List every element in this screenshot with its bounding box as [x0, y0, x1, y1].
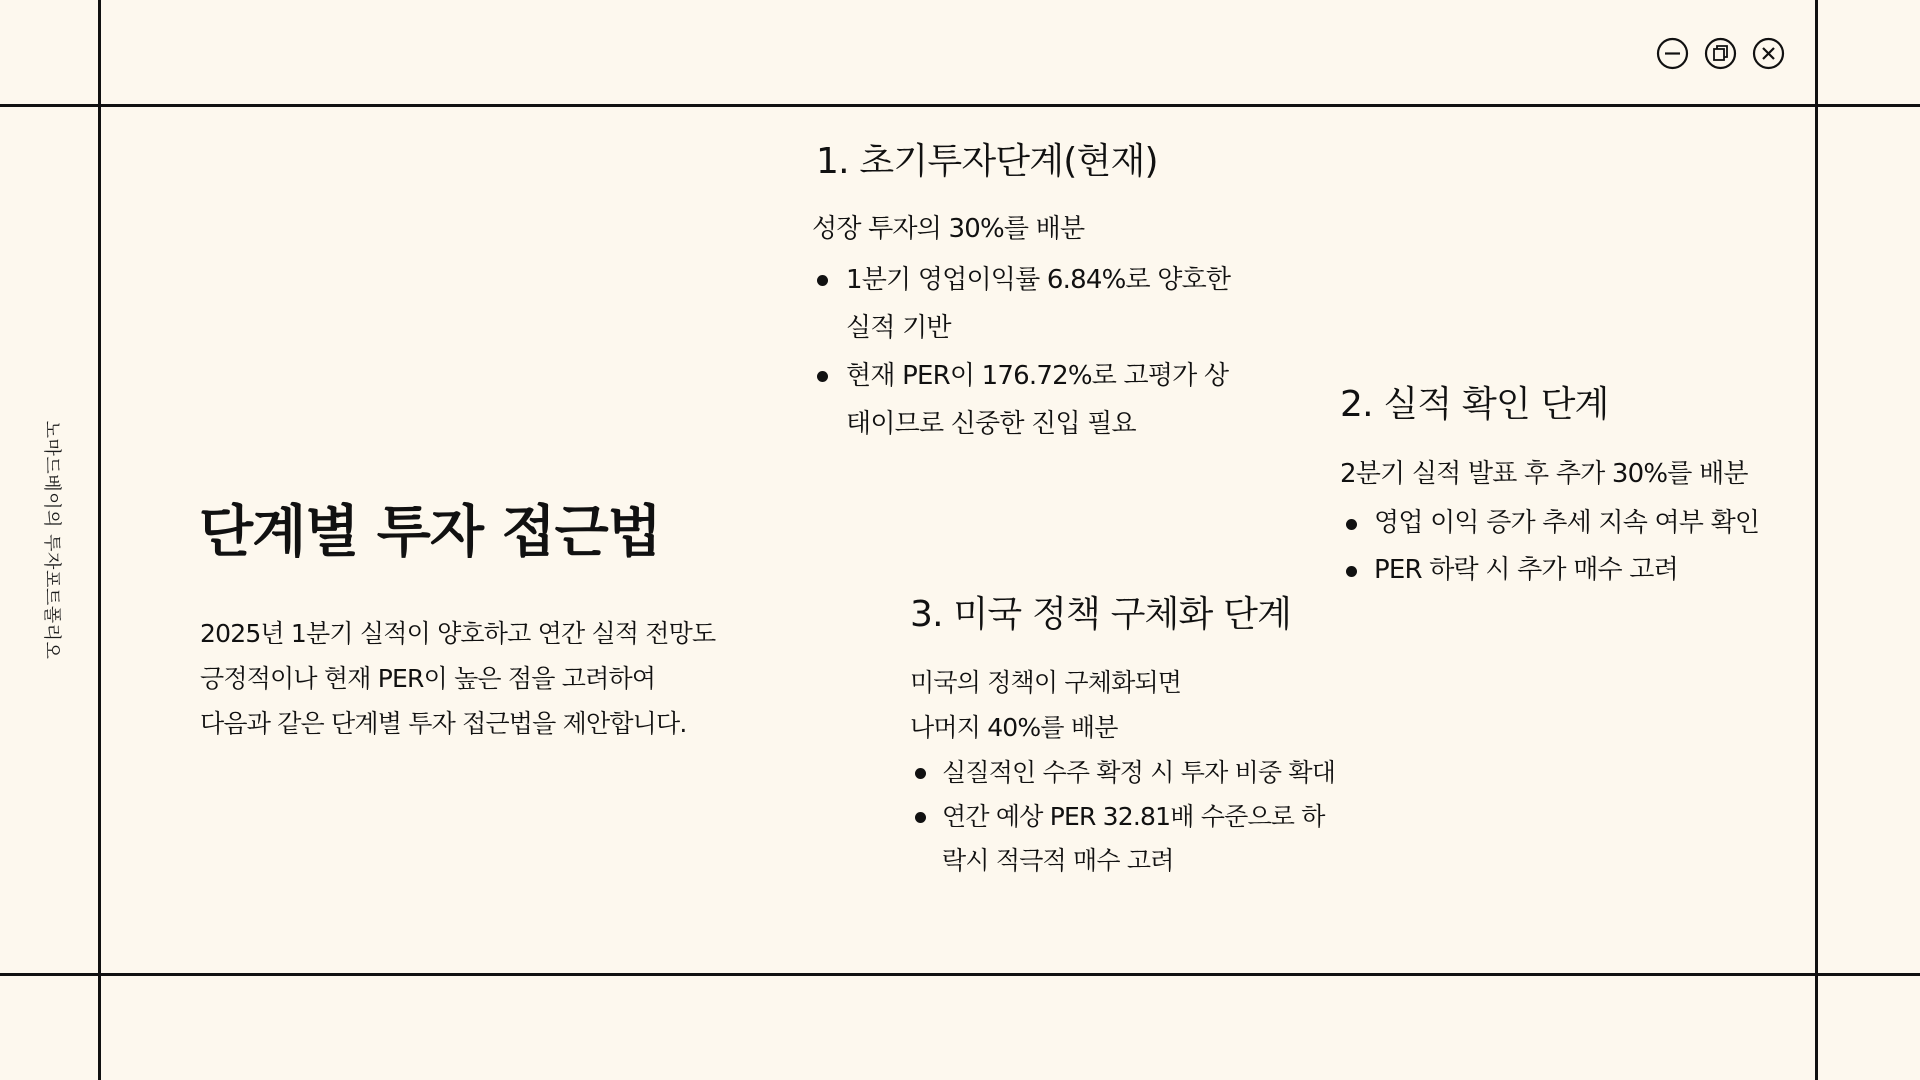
close-icon[interactable]: [1752, 37, 1785, 70]
intro-line: 2025년 1분기 실적이 양호하고 연간 실적 전망도: [200, 619, 716, 648]
stage-summary: 2분기 실적 발표 후 추가 30%를 배분: [1340, 459, 1748, 489]
sidebar-vertical-label: 노마드베이의 투자포트폴리오: [41, 420, 62, 660]
window-controls: [1656, 37, 1785, 70]
stage-card-2: [1340, 380, 1800, 594]
stage-bullet-list: [812, 256, 1282, 448]
frame-line-top: [0, 104, 1920, 107]
stage-bullet: 1분기 영업이익률 6.84%로 양호한 실적 기반: [812, 256, 1246, 352]
stage-summary: 성장 투자의 30%를 배분: [812, 214, 1085, 244]
stage-card-1: [812, 137, 1282, 448]
stage-title: 3. 미국 정책 구체화 단계: [910, 594, 1292, 635]
stage-bullet-list: [1340, 500, 1800, 594]
intro-text: [200, 611, 790, 746]
stage-bullet: 현재 PER이 176.72%로 고평가 상태이므로 신중한 진입 필요: [812, 352, 1246, 448]
frame-line-left: [98, 0, 101, 1080]
intro-line: 다음과 같은 단계별 투자 접근법을 제안합니다.: [200, 709, 687, 738]
stage-summary: 미국의 정책이 구체화되면: [910, 668, 1182, 697]
frame-line-right: [1815, 0, 1818, 1080]
stage-title: 1. 초기투자단계(현재): [816, 141, 1158, 182]
restore-icon[interactable]: [1704, 37, 1737, 70]
minimize-icon[interactable]: [1656, 37, 1689, 70]
stage-bullet: 연간 예상 PER 32.81배 수준으로 하락시 적극적 매수 고려: [910, 795, 1347, 883]
stage-summary: 나머지 40%를 배분: [910, 713, 1118, 742]
stage-title: 2. 실적 확인 단계: [1340, 384, 1609, 425]
page-title: 단계별 투자 접근법: [199, 500, 661, 565]
stage-bullet: PER 하락 시 추가 매수 고려: [1340, 547, 1800, 594]
stage-card-3: [910, 590, 1350, 883]
stage-bullet: 영업 이익 증가 추세 지속 여부 확인: [1340, 500, 1800, 547]
frame-line-bottom: [0, 973, 1920, 976]
intro-line: 긍정적이나 현재 PER이 높은 점을 고려하여: [200, 664, 656, 693]
stage-bullet: 실질적인 수주 확정 시 투자 비중 확대: [910, 751, 1347, 795]
stage-bullet-list: [910, 751, 1350, 883]
